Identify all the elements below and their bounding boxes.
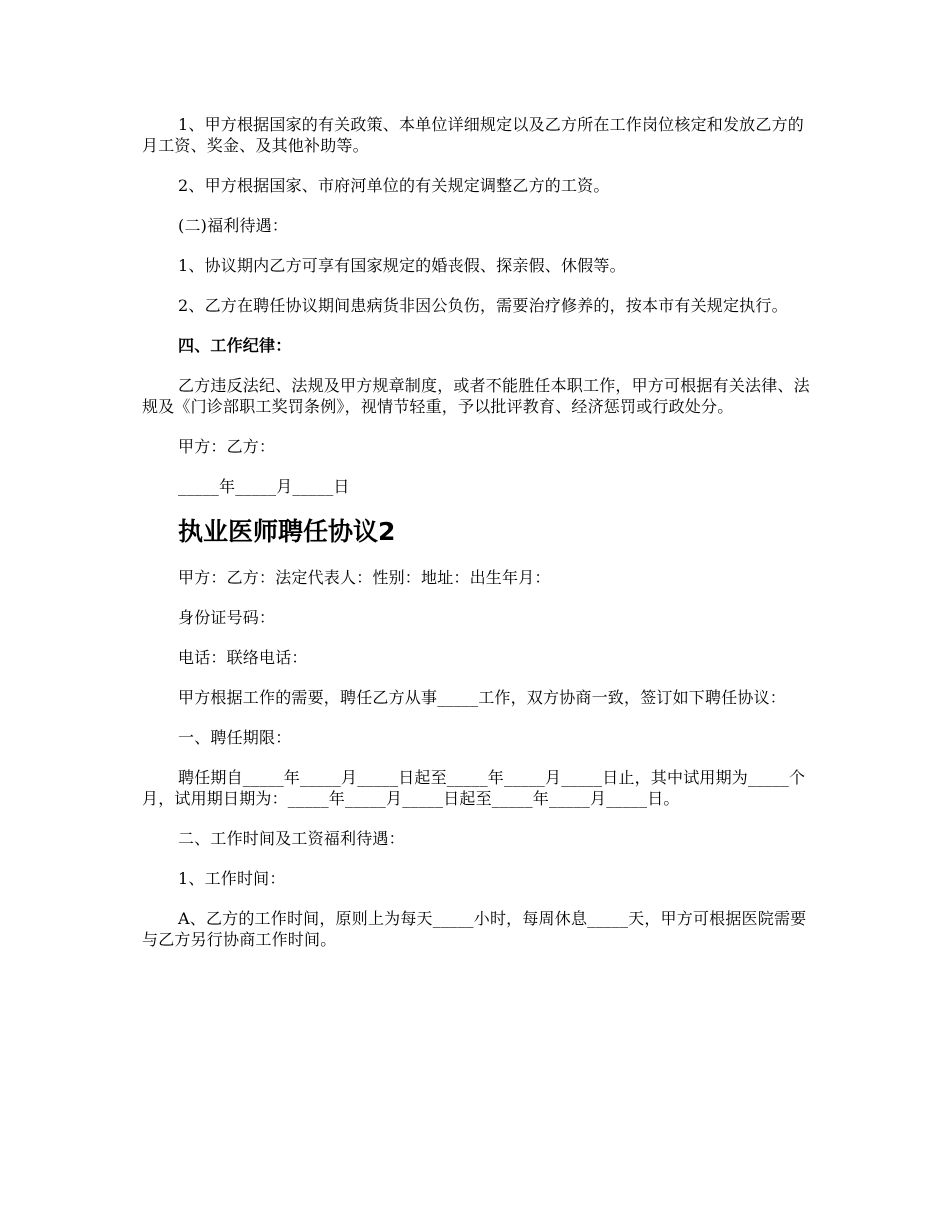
paragraph-welfare-heading: (二)福利待遇： <box>178 216 289 235</box>
section-heading-term: 一、聘任期限： <box>178 728 292 747</box>
signature-date: _____年_____月_____日 <box>178 477 350 496</box>
paragraph-id-number: 身份证号码： <box>178 608 276 627</box>
paragraph-discipline: 乙方违反法纪、法规及甲方规章制度，或者不能胜任本职工作，甲方可根据有关法律、法规及《门诊部职工奖罚条例》，视情节轻重，予以批评教育、经济惩罚或行政处分。 <box>142 376 810 416</box>
paragraph-worktime-heading: 1、工作时间： <box>178 869 286 888</box>
paragraph-salary-policy: 1、甲方根据国家的有关政策、本单位详细规定以及乙方所在工作岗位核定和发放乙方的月工资、奖金、及其他补助等。 <box>142 115 804 155</box>
paragraph-phone: 电话：联络电话： <box>178 648 308 667</box>
paragraph-intro: 甲方根据工作的需要，聘任乙方从事_____工作，双方协商一致，签订如下聘任协议： <box>178 688 787 707</box>
section-heading-discipline: 四、工作纪律： <box>178 336 292 355</box>
signature-parties: 甲方：乙方： <box>178 437 276 456</box>
document-title: 执业医师聘任协议2 <box>178 517 396 546</box>
paragraph-sick-leave: 2、乙方在聘任协议期间患病货非因公负伤，需要治疗修养的，按本市有关规定执行。 <box>178 296 788 315</box>
paragraph-party-info: 甲方：乙方：法定代表人：性别：地址：出生年月： <box>178 568 551 587</box>
paragraph-leave: 1、协议期内乙方可享有国家规定的婚丧假、探亲假、休假等。 <box>178 256 626 275</box>
paragraph-term: 聘任期自_____年_____月_____日起至_____年_____月_____日止，其中试用期为_____个月，试用期日期为：_____年_____月_____日起至_____年_____月_____日。 <box>142 768 806 808</box>
paragraph-worktime: A、乙方的工作时间，原则上为每天_____小时，每周休息_____天，甲方可根据医院需要与乙方另行协商工作时间。 <box>142 909 807 949</box>
document-body <box>142 114 812 969</box>
paragraph-salary-adjust: 2、甲方根据国家、市府河单位的有关规定调整乙方的工资。 <box>178 176 610 195</box>
section-heading-worktime: 二、工作时间及工资福利待遇： <box>178 829 405 848</box>
